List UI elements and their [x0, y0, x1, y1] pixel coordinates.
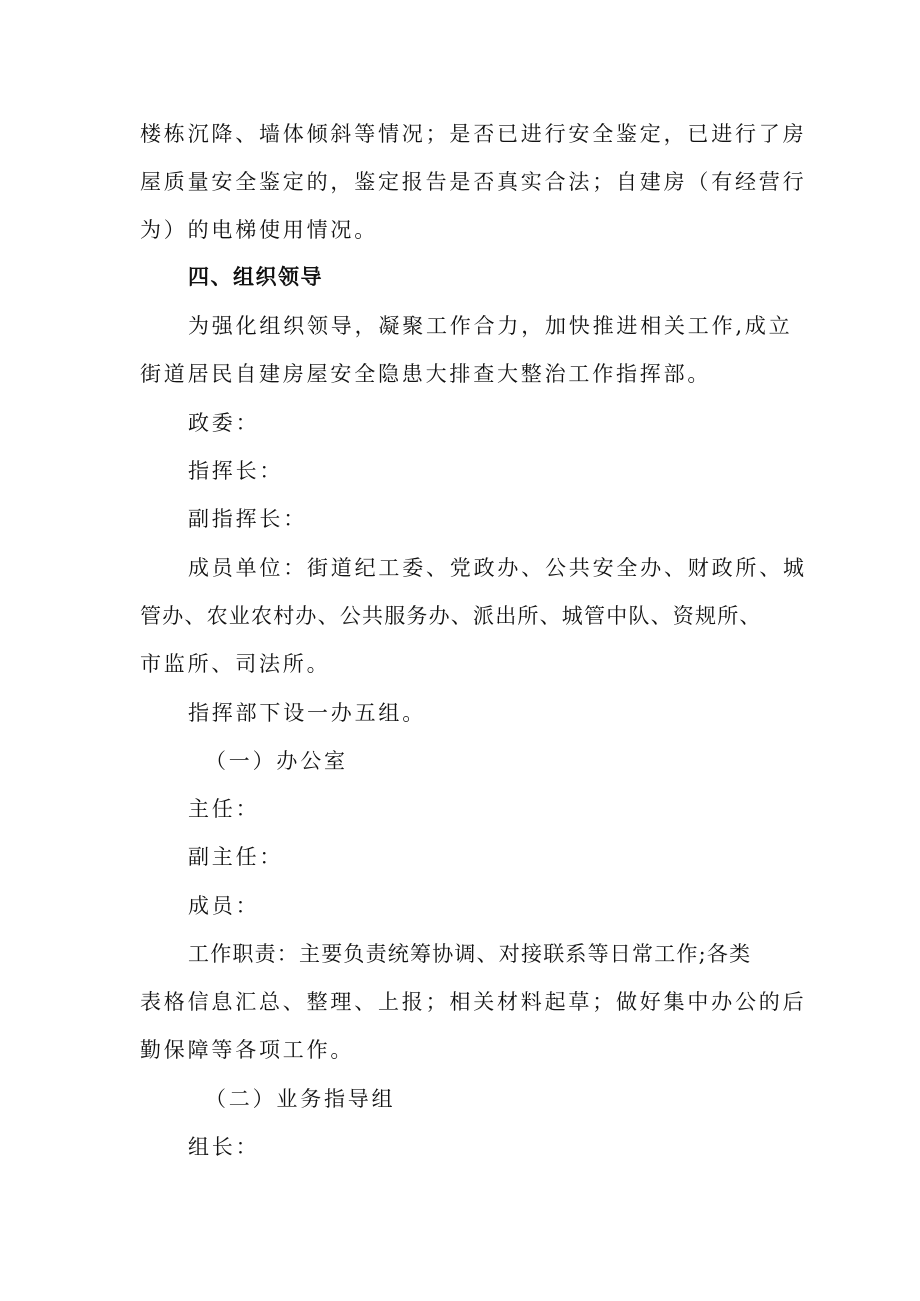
text-line: 勤保障等各项工作。 — [140, 1038, 355, 1062]
text-line: 指挥长： — [188, 459, 284, 483]
text-line: 副指挥长： — [188, 507, 307, 531]
text-line: 政委： — [188, 411, 260, 435]
text-line: 屋质量安全鉴定的，鉴定报告是否真实合法；自建房（有经营行 — [140, 170, 807, 194]
text-line: 成员单位：街道纪工委、党政办、公共安全办、财政所、城 — [188, 556, 807, 580]
text-line: 街道居民自建房屋安全隐患大排查大整治工作指挥部。 — [140, 362, 712, 386]
section-heading: 四、组织领导 — [188, 265, 323, 289]
text-line: 副主任： — [188, 845, 284, 869]
text-line: 工作职责：主要负责统筹协调、对接联系等日常工作;各类 — [188, 942, 752, 966]
subsection-heading: （二）业务指导组 — [205, 1087, 396, 1111]
text-line: 组长： — [188, 1135, 260, 1159]
text-line: 成员： — [188, 894, 260, 918]
text-line: 为强化组织领导，凝聚工作合力，加快推进相关工作,成立 — [188, 314, 793, 338]
text-line: 市监所、司法所。 — [140, 652, 331, 676]
text-line: 表格信息汇总、整理、上报；相关材料起草；做好集中办公的后 — [140, 990, 807, 1014]
text-line: 为）的电梯使用情况。 — [140, 218, 378, 242]
text-line: 管办、农业农村办、公共服务办、派出所、城管中队、资规所、 — [140, 604, 762, 628]
subsection-heading: （一）办公室 — [205, 749, 348, 773]
text-line: 楼栋沉降、墙体倾斜等情况；是否已进行安全鉴定，已进行了房 — [140, 122, 807, 146]
text-line: 指挥部下设一办五组。 — [188, 701, 426, 725]
text-line: 主任： — [188, 797, 260, 821]
